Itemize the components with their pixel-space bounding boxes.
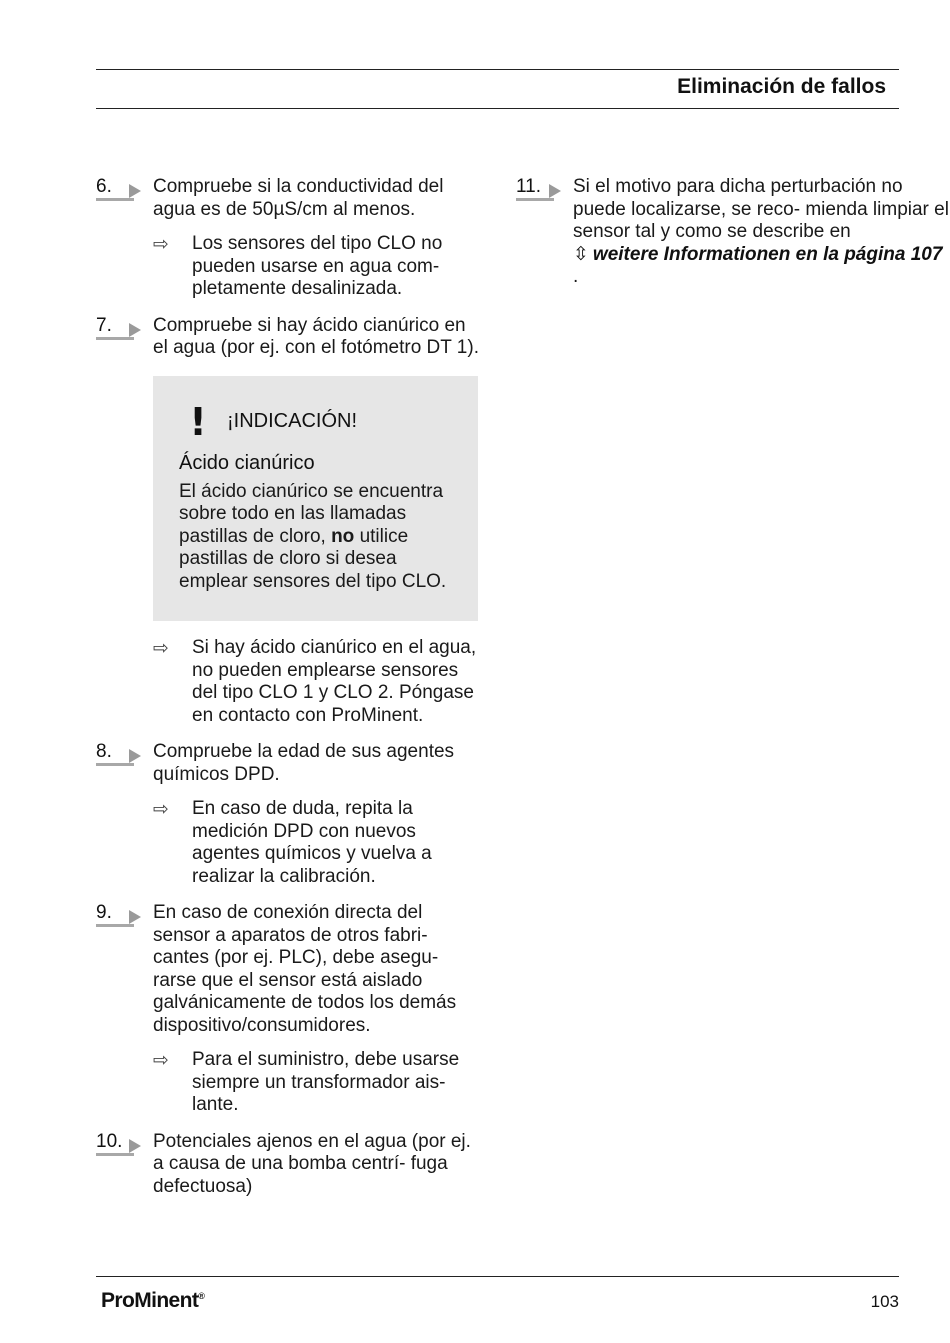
note-label: ¡INDICACIÓN! [227, 410, 357, 432]
step-text: Potenciales ajenos en el agua (por ej. a causa de una bomba centrí- fuga defectuosa) [153, 1130, 471, 1197]
step-number: 6. [96, 176, 142, 198]
trailing-period: . [573, 266, 579, 287]
result-item [96, 798, 481, 888]
result-arrow-icon: ⇨ [153, 798, 169, 820]
step-number: 8. [96, 741, 142, 763]
result-item [96, 637, 481, 727]
result-text: Los sensores del tipo CLO no pueden usarse en agua com- pletamente desalinizada. [192, 233, 443, 299]
step-6 [96, 176, 481, 221]
step-arrow-icon [129, 184, 141, 198]
note-box [153, 376, 478, 622]
step-number: 9. [96, 902, 142, 924]
step-number: 11. [516, 176, 562, 198]
step-9 [96, 902, 481, 1037]
note-emphasis: no [331, 525, 355, 547]
footer-rule [96, 1276, 899, 1277]
step-11 [516, 176, 950, 289]
exclamation-icon: ! [189, 399, 207, 444]
step-arrow-icon [129, 910, 141, 924]
left-column [96, 176, 481, 1208]
step-text: Compruebe si la conductividad del agua es de 50µS/cm al menos. [153, 176, 444, 220]
step-text: Si el motivo para dicha perturbación no puede localizarse, se reco- mienda limpiar el sensor tal y como se describe en ⇳ weitere Informationen en la página 107 . [573, 176, 949, 287]
header-rule-bottom [96, 108, 899, 109]
result-arrow-icon: ⇨ [153, 1049, 169, 1071]
note-subtitle: Ácido cianúrico [179, 451, 315, 474]
note-body: El ácido cianúrico se encuentra sobre todo en las llamadas pastillas de cloro, no utilice pastillas de cloro si desea emplear sensores del tipo CLO. [179, 480, 447, 592]
step-text: Compruebe si hay ácido cianúrico en el agua (por ej. con el fotómetro DT 1). [153, 314, 479, 358]
result-item [96, 233, 481, 301]
cross-reference-link[interactable]: ⇳ weitere Informationen en la página 107 [573, 243, 943, 265]
chapter-title: Eliminación de fallos [677, 75, 886, 98]
step-arrow-icon [129, 749, 141, 763]
prominent-logo: ProMinent® [101, 1289, 205, 1312]
step-arrow-icon [129, 323, 141, 337]
result-text: En caso de duda, repita la medición DPD con nuevos agentes químicos y vuelva a realizar la calibración. [192, 798, 432, 887]
right-column [516, 176, 950, 299]
result-item [96, 1049, 481, 1117]
result-text: Si hay ácido cianúrico en el agua, no pueden emplearse sensores del tipo CLO 1 y CLO 2. Póngase en contacto con ProMinent. [192, 637, 477, 726]
link-arrow-icon: ⇳ [573, 243, 589, 265]
result-text: Para el suministro, debe usarse siempre un transformador ais- lante. [192, 1049, 460, 1115]
step-text: Compruebe la edad de sus agentes químicos DPD. [153, 741, 455, 785]
step-text: En caso de conexión directa del sensor a aparatos de otros fabri- cantes (por ej. PLC), debe asegu- rarse que el sensor está aislado galvánicamente de todos los demás dispositivo/consumidores. [153, 902, 457, 1036]
page-number: 103 [870, 1292, 899, 1311]
step-10 [96, 1131, 481, 1199]
step-number: 10. [96, 1131, 142, 1153]
result-arrow-icon: ⇨ [153, 637, 169, 659]
step-number: 7. [96, 315, 142, 337]
step-8 [96, 741, 481, 786]
step-arrow-icon [129, 1139, 141, 1153]
step-arrow-icon [549, 184, 561, 198]
header-rule-top [96, 69, 899, 70]
step-7 [96, 315, 481, 360]
result-arrow-icon: ⇨ [153, 233, 169, 255]
